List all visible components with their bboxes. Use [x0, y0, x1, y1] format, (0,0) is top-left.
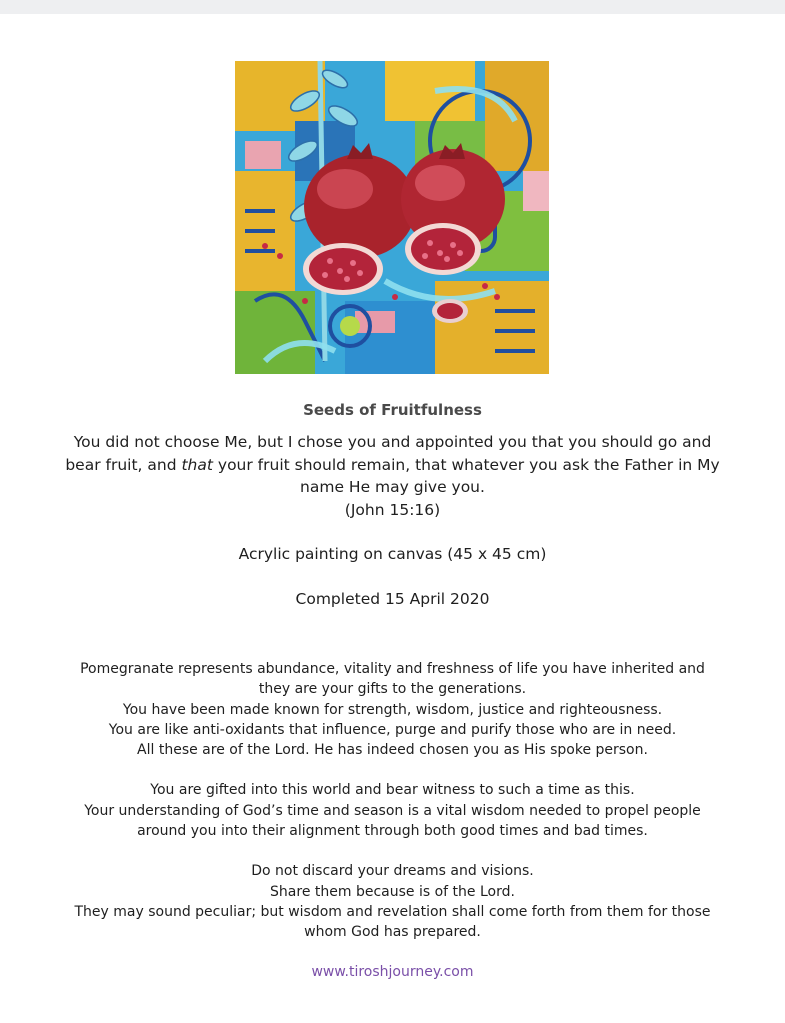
verse-block: [0, 431, 785, 610]
verse-line: You did not choose Me, but I chose you and appointed you that you should go and: [73, 433, 712, 451]
pomegranate-painting: [235, 61, 549, 374]
website-link[interactable]: www.tiroshjourney.com: [311, 964, 474, 980]
reflection-line: whom God has prepared.: [304, 924, 481, 941]
painting-title: Seeds of Fruitfulness: [303, 401, 482, 419]
verse-emphasis: that: [181, 455, 213, 474]
reflection-line: They may sound peculiar; but wisdom and revelation shall come forth from them for those: [74, 903, 711, 920]
verse-fragment: bear fruit, and: [65, 455, 182, 474]
reflection-line: they are your gifts to the generations.: [258, 681, 527, 698]
reflection-line: around you into their alignment through both good times and bad times.: [137, 823, 648, 840]
verse-reference: (John 15:16): [344, 500, 441, 519]
reflection-line: You are gifted into this world and bear witness to such a time as this.: [150, 782, 635, 799]
reflection-line: You are like anti-oxidants that influence, purge and purify those who are in need.: [108, 721, 677, 738]
verse-line: name He may give you.: [300, 478, 485, 496]
verse-line: [0, 454, 785, 477]
reflection-line: Share them because is of the Lord.: [270, 883, 515, 900]
reflection-text: [0, 659, 785, 943]
verse-fragment: your fruit should remain, that whatever you ask the Father in My: [212, 455, 720, 474]
reflection-line: Your understanding of God’s time and season is a vital wisdom needed to propel people: [84, 802, 701, 819]
reflection-line: All these are of the Lord. He has indeed chosen you as His spoke person.: [137, 742, 648, 759]
reflection-line: Do not discard your dreams and visions.: [251, 863, 534, 880]
reflection-line: You have been made known for strength, wisdom, justice and righteousness.: [122, 701, 663, 718]
painting-medium: Acrylic painting on canvas (45 x 45 cm): [238, 545, 547, 563]
top-bar: [0, 0, 785, 14]
completion-date: Completed 15 April 2020: [295, 589, 490, 608]
reflection-line: Pomegranate represents abundance, vitality and freshness of life you have inherited and: [80, 661, 705, 677]
